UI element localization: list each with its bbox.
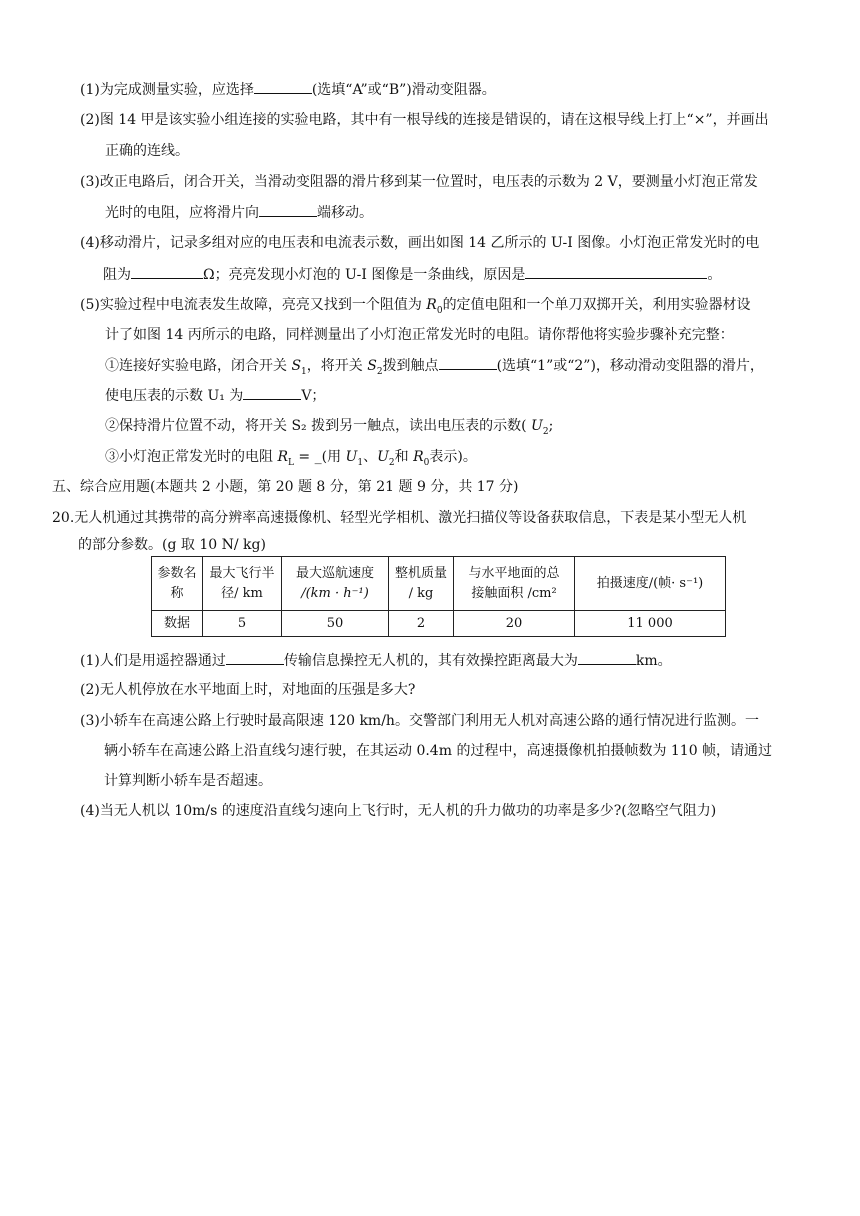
table-header-cell: 最大巡航速度 /(km · h⁻¹)	[282, 557, 389, 611]
step-2	[105, 416, 553, 436]
symbol-U1: U	[345, 449, 358, 465]
step-1-text-d: (选填“1”或“2”)，移动滑动变阻器的滑片，	[496, 358, 764, 374]
symbol-U1-subscript: 1	[357, 457, 364, 468]
table-header-cell: 参数名 称	[152, 557, 203, 611]
symbol-R0: R	[426, 297, 437, 313]
table-header-cell: 与水平地面的总 接触面积 /cm²	[454, 557, 575, 611]
section-heading: 五、综合应用题(本题共 2 小题，第 20 题 8 分，第 21 题 9 分，共 17 分)	[52, 479, 519, 495]
question-4-line-1: (4)移动滑片，记录多组对应的电压表和电流表示数，画出如图 14 乙所示的 U-I 图像。小灯泡正常发光时的电	[80, 235, 760, 251]
answer-blank[interactable]	[243, 385, 301, 400]
question-20-line-1: 20.无人机通过其携带的高分辨率高速摄像机、轻型光学相机、激光扫描仪等设备获取信息，下表是某小型无人机	[52, 510, 747, 526]
symbol-RL-subscript: L	[288, 457, 294, 468]
sub-question-4: (4)当无人机以 10m/s 的速度沿直线匀速向上飞行时，无人机的升力做功的功率是多少?(忽略空气阻力)	[80, 803, 717, 819]
question-4-text-b: Ω；亮亮发现小灯泡的 U-I 图像是一条曲线，原因是	[203, 267, 526, 283]
symbol-RL: R	[277, 449, 288, 465]
sub-question-2: (2)无人机停放在水平地面上时，对地面的压强是多大?	[80, 682, 416, 698]
answer-blank[interactable]	[131, 264, 203, 279]
question-2-line-2: 正确的连线。	[105, 143, 189, 159]
question-20-line-2: 的部分参数。(g 取 10 N/ kg)	[78, 537, 266, 553]
step-1-text-b: ，将开关	[306, 358, 368, 374]
table-header-cell: 整机质量 / kg	[389, 557, 454, 611]
step-1-line-2	[105, 385, 325, 406]
parameter-table	[151, 556, 726, 637]
symbol-S1-subscript: 1	[301, 366, 307, 377]
question-5-text-b: 的定值电阻和一个单刀双掷开关，利用实验器材设	[442, 297, 751, 313]
question-1	[80, 79, 496, 100]
sub-question-1-text-c: km。	[635, 653, 672, 669]
answer-blank[interactable]	[254, 79, 312, 94]
step-2-text: ②保持滑片位置不动，将开关 S₂ 拨到另一触点，读出电压表的示数(	[105, 418, 532, 434]
table-cell: 11 000	[575, 611, 726, 637]
step-3-text-a: ③小灯泡正常发光时的电阻	[105, 449, 278, 465]
question-5-text-a: (5)实验过程中电流表发生故障，亮亮又找到一个阻值为	[80, 297, 427, 313]
table-cell: 5	[203, 611, 282, 637]
question-3-line-2	[105, 202, 373, 223]
question-3-text-a: 光时的电阻，应将滑片向	[105, 205, 259, 221]
question-3-line-1: (3)改正电路后，闭合开关，当滑动变阻器的滑片移到某一位置时，电压表的示数为 2 V，要测量小灯泡正常发	[80, 174, 758, 190]
step-1-line-1	[105, 355, 764, 376]
step-1-text-c: 拨到触点	[382, 358, 439, 374]
sub-question-3-line-1: (3)小轿车在高速公路上行驶时最高限速 120 km/h。交警部门利用无人机对高速公路的通行情况进行监测。一	[80, 713, 759, 729]
step-3-text-e: 表示)。	[429, 449, 477, 465]
table-row	[152, 611, 726, 637]
symbol-U2-subscript: 2	[388, 457, 395, 468]
symbol-S2: S	[367, 358, 377, 374]
question-4-text-c: 。	[707, 267, 722, 283]
step-3-text-d: 和	[394, 449, 414, 465]
sub-question-3-line-3: 计算判断小轿车是否超速。	[104, 773, 272, 789]
sub-question-1-text-b: 传输信息操控无人机的，其有效操控距离最大为	[283, 653, 578, 669]
step-3-text-c: 、	[363, 449, 378, 465]
symbol-U2: U	[377, 449, 389, 465]
symbol-R0-subscript: 0	[436, 305, 443, 316]
sub-question-1-text-a: (1)人们是用遥控器通过	[80, 653, 226, 669]
symbol-U2-subscript: 2	[542, 426, 549, 437]
question-4-line-2	[103, 264, 721, 285]
answer-blank[interactable]	[226, 650, 284, 665]
table-header-cell: 拍摄速度/(帧· s⁻¹)	[575, 557, 726, 611]
step-3-text-b: = _(用	[293, 449, 346, 465]
question-5-line-2: 计了如图 14 丙所示的电路，同样测量出了小灯泡正常发光时的电阻。请你帮他将实验步骤补充完整：	[105, 327, 734, 343]
step-3	[105, 447, 477, 467]
answer-blank[interactable]	[439, 355, 497, 370]
question-5-line-1	[80, 295, 751, 315]
step-1-text-f: V；	[301, 388, 326, 404]
step-1-text-e: 使电压表的示数 U₁ 为	[105, 388, 244, 404]
symbol-S2-subscript: 2	[376, 366, 383, 377]
table-cell: 50	[282, 611, 389, 637]
sub-question-3-line-2: 辆小轿车在高速公路上沿直线匀速行驶，在其运动 0.4m 的过程中，高速摄像机拍摄帧数为 110 帧，请通过	[104, 743, 773, 759]
sub-question-1	[80, 650, 672, 671]
question-4-text-a: 阻为	[103, 267, 131, 283]
question-1-text-b: (选填“A”或“B”)滑动变阻器。	[311, 82, 496, 98]
table-cell: 2	[389, 611, 454, 637]
table-header-row	[152, 557, 726, 611]
step-1-text-a: ①连接好实验电路，闭合开关	[105, 358, 292, 374]
question-2-line-1: (2)图 14 甲是该实验小组连接的实验电路，其中有一根导线的连接是错误的，请在这根导线上打上“×”，并画出	[80, 112, 769, 128]
symbol-S1: S	[291, 358, 302, 374]
answer-blank[interactable]	[525, 264, 707, 279]
answer-blank[interactable]	[578, 650, 636, 665]
question-1-text-a: (1)为完成测量实验，应选择	[80, 82, 254, 98]
symbol-R0-subscript: 0	[423, 457, 430, 468]
question-3-text-b: 端移动。	[317, 205, 373, 221]
step-2-end: ;	[548, 418, 554, 434]
answer-blank[interactable]	[259, 202, 317, 217]
table-header-cell: 最大飞行半 径/ km	[203, 557, 282, 611]
table-cell: 数据	[152, 611, 203, 637]
symbol-U2: U	[531, 418, 543, 434]
symbol-R0: R	[413, 449, 424, 465]
table-cell: 20	[454, 611, 575, 637]
